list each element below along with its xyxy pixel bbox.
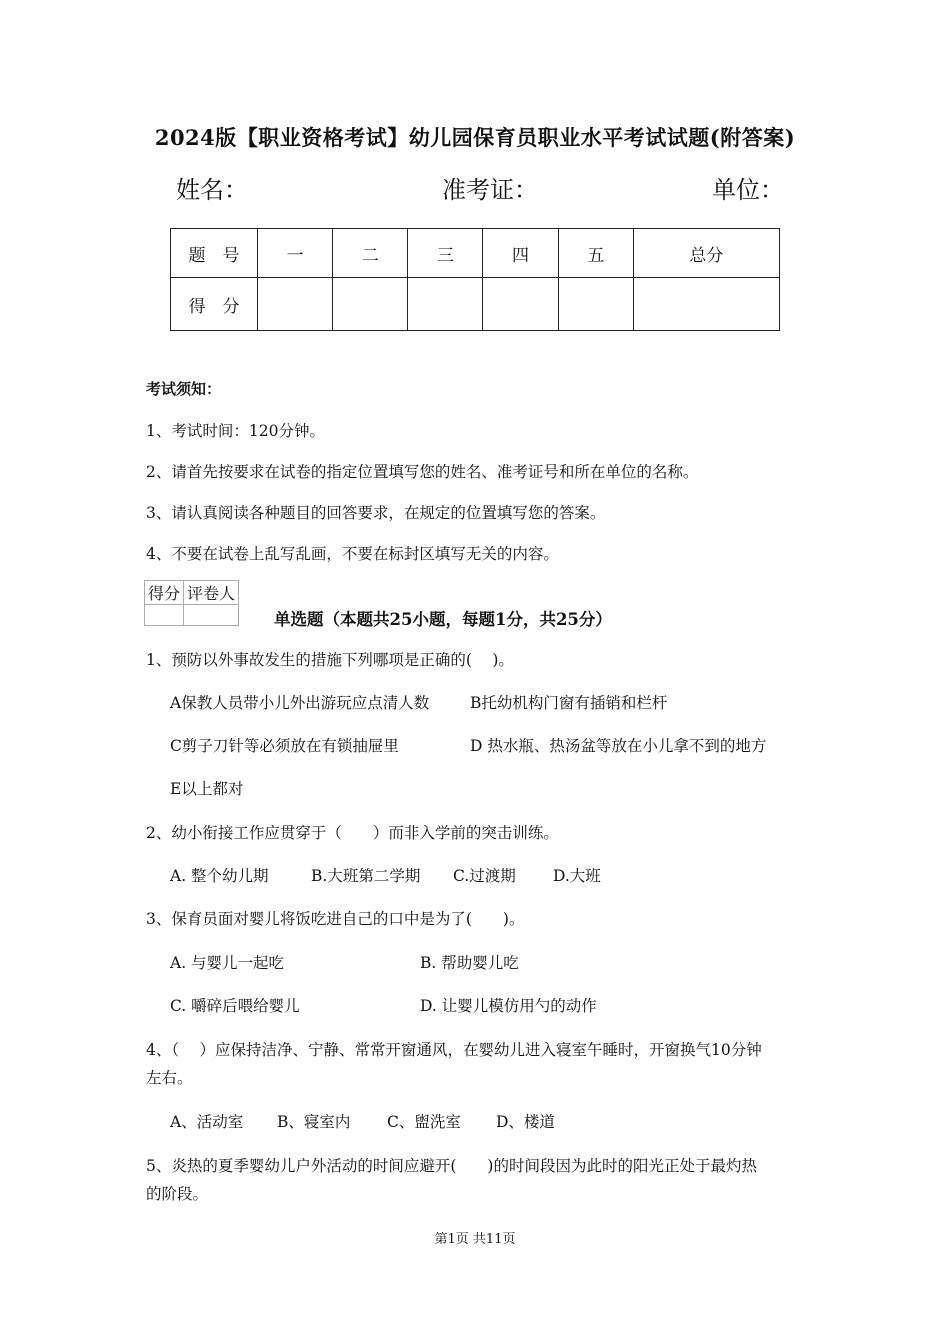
question-stem: 3、保育员面对婴儿将饭吃进自己的口中是为了( )。 (146, 910, 525, 928)
score-row-label: 得 分 (171, 278, 258, 331)
answer-option: C. 嚼碎后喂给婴儿 (170, 997, 300, 1015)
notice-item: 4、不要在试卷上乱写乱画，不要在标封区填写无关的内容。 (146, 545, 559, 563)
answer-option: D.大班 (553, 867, 601, 885)
answer-option: D 热水瓶、热汤盆等放在小儿拿不到的地方 (470, 737, 767, 755)
question-stem: 5、炎热的夏季婴幼儿户外活动的时间应避开( )的时间段因为此时的阳光正处于最灼热 (146, 1157, 757, 1175)
page-footer: 第1页 共11页 (434, 1232, 516, 1247)
name-field-label: 姓名： (176, 176, 248, 204)
answer-option: C、盥洗室 (387, 1113, 461, 1131)
score-table (170, 228, 780, 331)
answer-option: B. 帮助婴儿吃 (420, 954, 519, 972)
score-header-cell: 一 (258, 229, 333, 278)
answer-option: E以上都对 (170, 780, 244, 798)
score-input-cell[interactable] (258, 278, 333, 331)
score-input-cell[interactable] (333, 278, 408, 331)
score-header-cell: 五 (558, 229, 633, 278)
score-header-cell: 题 号 (171, 229, 258, 278)
answer-option: B.大班第二学期 (311, 867, 421, 885)
grader-score-label: 得分 (145, 581, 184, 605)
notice-heading: 考试须知： (146, 380, 222, 398)
score-input-cell[interactable] (633, 278, 779, 331)
answer-option: C.过渡期 (453, 867, 516, 885)
score-header-cell: 四 (483, 229, 558, 278)
answer-option: D、楼道 (496, 1113, 555, 1131)
score-table-score-row (171, 278, 780, 331)
answer-option: C剪子刀针等必须放在有锁抽屉里 (170, 737, 399, 755)
answer-option: B托幼机构门窗有插销和栏杆 (470, 694, 668, 712)
question-stem-continued: 的阶段。 (146, 1185, 209, 1203)
exam-id-field-label: 准考证： (442, 176, 538, 204)
grader-score-cell[interactable] (145, 605, 184, 626)
question-stem: 4、（ ）应保持洁净、宁静、常常开窗通风，在婴幼儿进入寝室午睡时，开窗换气10分钟 (146, 1041, 762, 1059)
score-input-cell[interactable] (558, 278, 633, 331)
score-header-cell: 总分 (633, 229, 779, 278)
answer-option: B、寝室内 (277, 1113, 351, 1131)
score-input-cell[interactable] (483, 278, 558, 331)
question-stem-continued: 左右。 (146, 1069, 193, 1087)
notice-item: 2、请首先按要求在试卷的指定位置填写您的姓名、准考证号和所在单位的名称。 (146, 463, 699, 481)
section-title: 单选题（本题共25小题，每题1分，共25分） (274, 610, 612, 629)
notice-item: 3、请认真阅读各种题目的回答要求，在规定的位置填写您的答案。 (146, 504, 606, 522)
question-stem: 2、幼小衔接工作应贯穿于（ ）而非入学前的突击训练。 (146, 824, 559, 842)
score-header-cell: 二 (333, 229, 408, 278)
score-input-cell[interactable] (408, 278, 483, 331)
grader-table (144, 580, 239, 626)
answer-option: A. 与婴儿一起吃 (170, 954, 285, 972)
answer-option: A. 整个幼儿期 (170, 867, 269, 885)
grader-reviewer-label: 评卷人 (184, 581, 239, 605)
page-title: 2024版【职业资格考试】幼儿园保育员职业水平考试试题(附答案) (154, 125, 796, 150)
answer-option: D. 让婴儿模仿用勺的动作 (420, 997, 597, 1015)
answer-option: A保教人员带小儿外出游玩应点清人数 (170, 694, 430, 712)
unit-field-label: 单位： (712, 176, 784, 204)
score-table-header-row (171, 229, 780, 278)
answer-option: A、活动室 (170, 1113, 244, 1131)
grader-reviewer-cell[interactable] (184, 605, 239, 626)
notice-item: 1、考试时间：120分钟。 (146, 422, 325, 440)
score-header-cell: 三 (408, 229, 483, 278)
question-stem: 1、预防以外事故发生的措施下列哪项是正确的( )。 (146, 651, 514, 669)
